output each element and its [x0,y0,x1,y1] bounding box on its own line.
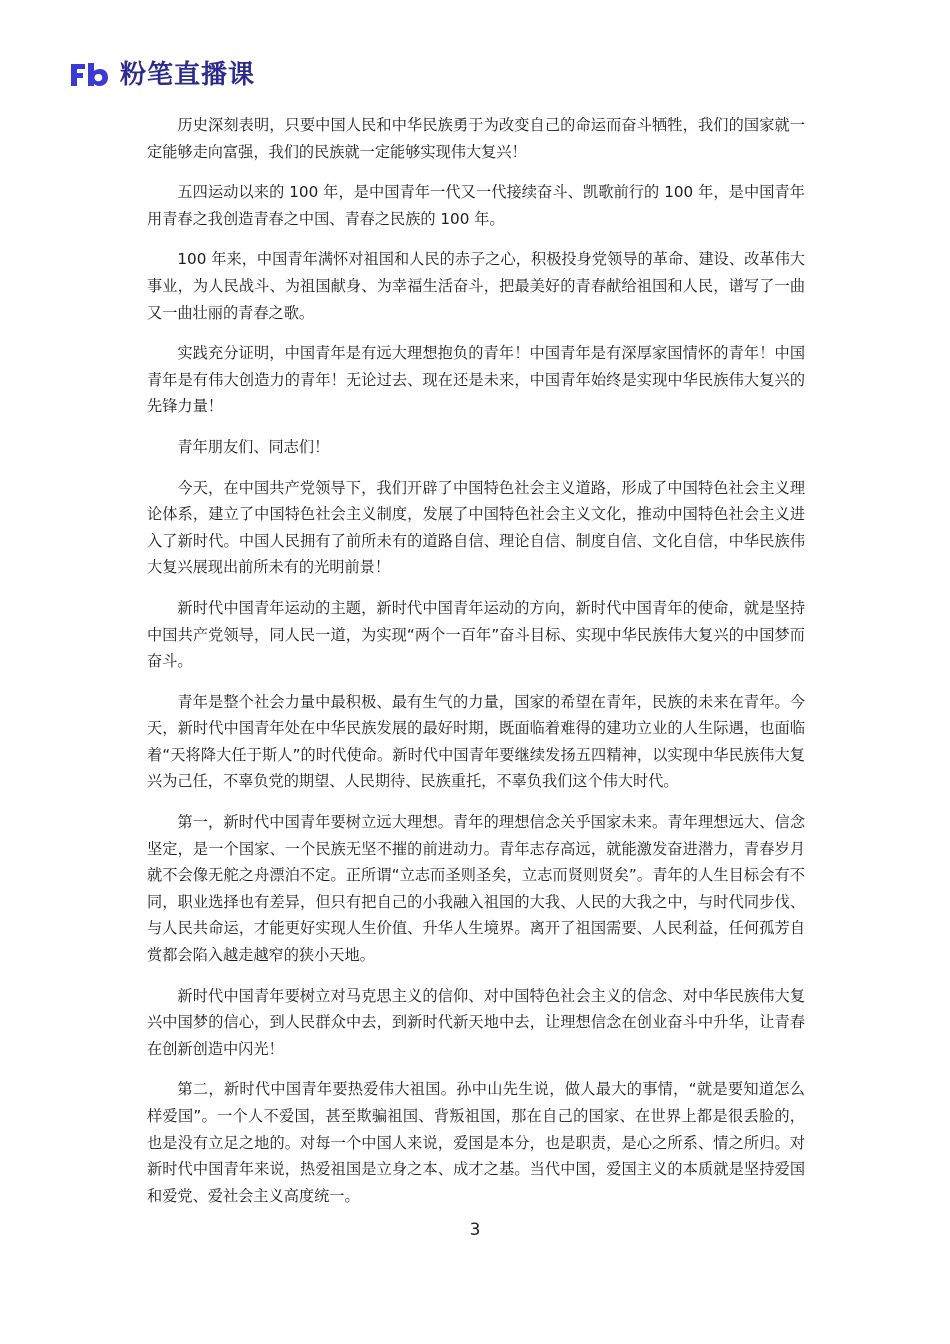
paragraph: 青年朋友们、同志们！ [177,437,330,456]
brand-name: 粉笔直播课 [120,60,256,90]
header [68,58,255,92]
page-number: 3 [469,1220,481,1240]
paragraph: 今天，在中国共产党领导下，我们开辟了中国特色社会主义道路，形成了中国特色社会主义理论体系，建立了中国特色社会主义制度，发展了中国特色社会主义文化，推动中国特色社会主义进入了新时代。中国人民拥有了前所未有的道路自信、理论自信、制度自信、文化自信，中华民族伟大复兴展现出前所未有的光明前景！ [147,478,805,577]
paragraph: 五四运动以来的 100 年，是中国青年一代又一代接续奋斗、凯歌前行的 100 年，是中国青年用青春之我创造青春之中国、青春之民族的 100 年。 [147,183,805,228]
paragraph: 历史深刻表明，只要中国人民和中华民族勇于为改变自己的命运而奋斗牺牲，我们的国家就一定能够走向富强，我们的民族就一定能够实现伟大复兴！ [147,116,805,161]
paragraph: 第一，新时代中国青年要树立远大理想。青年的理想信念关乎国家未来。青年理想远大、信念坚定，是一个国家、一个民族无坚不摧的前进动力。青年志存高远，就能激发奋进潜力，青春岁月就不会像无舵之舟漂泊不定。正所谓“立志而圣则圣矣，立志而贤则贤矣”。青年的人生目标会有不同，职业选择也有差异，但只有把自己的小我融入祖国的大我、人民的大我之中，与时代同步伐、与人民共命运，才能更好实现人生价值、升华人生境界。离开了祖国需要、人民利益，任何孤芳自赏都会陷入越走越窄的狭小天地。 [147,813,805,965]
paragraph: 第二，新时代中国青年要热爱伟大祖国。孙中山先生说，做人最大的事情，“就是要知道怎么样爱国”。一个人不爱国，甚至欺骗祖国、背叛祖国，那在自己的国家、在世界上都是很丢脸的，也是没有立足之地的。对每一个中国人来说，爱国是本分，也是职责，是心之所系、情之所归。对新时代中国青年来说，热爱祖国是立身之本、成才之基。当代中国，爱国主义的本质就是坚持爱国和爱党、爱社会主义高度统一。 [147,1080,805,1205]
paragraph: 新时代中国青年要树立对马克思主义的信仰、对中国特色社会主义的信念、对中华民族伟大复兴中国梦的信心，到人民群众中去，到新时代新天地中去，让理想信念在创业奋斗中升华，让青春在创新创造中闪光！ [147,986,805,1058]
paragraph: 实践充分证明，中国青年是有远大理想抱负的青年！中国青年是有深厚家国情怀的青年！中国青年是有伟大创造力的青年！无论过去、现在还是未来，中国青年始终是实现中华民族伟大复兴的先锋力量！ [147,344,805,416]
paragraph: 100 年来，中国青年满怀对祖国和人民的赤子之心，积极投身党领导的革命、建设、改革伟大事业，为人民战斗、为祖国献身、为幸福生活奋斗，把最美好的青春献给祖国和人民，谱写了一曲又一曲壮丽的青春之歌。 [147,250,805,322]
fenbi-logo-icon [68,60,110,90]
document-body [147,112,805,1223]
paragraph: 新时代中国青年运动的主题，新时代中国青年运动的方向，新时代中国青年的使命，就是坚持中国共产党领导，同人民一道，为实现“两个一百年”奋斗目标、实现中华民族伟大复兴的中国梦而奋斗。 [147,598,805,671]
paragraph: 青年是整个社会力量中最积极、最有生气的力量，国家的希望在青年，民族的未来在青年。今天，新时代中国青年处在中华民族发展的最好时期，既面临着难得的建功立业的人生际遇，也面临着“天将降大任于斯人”的时代使命。新时代中国青年要继续发扬五四精神，以实现中华民族伟大复兴为己任，不辜负党的期望、人民期待、民族重托，不辜负我们这个伟大时代。 [147,692,805,791]
